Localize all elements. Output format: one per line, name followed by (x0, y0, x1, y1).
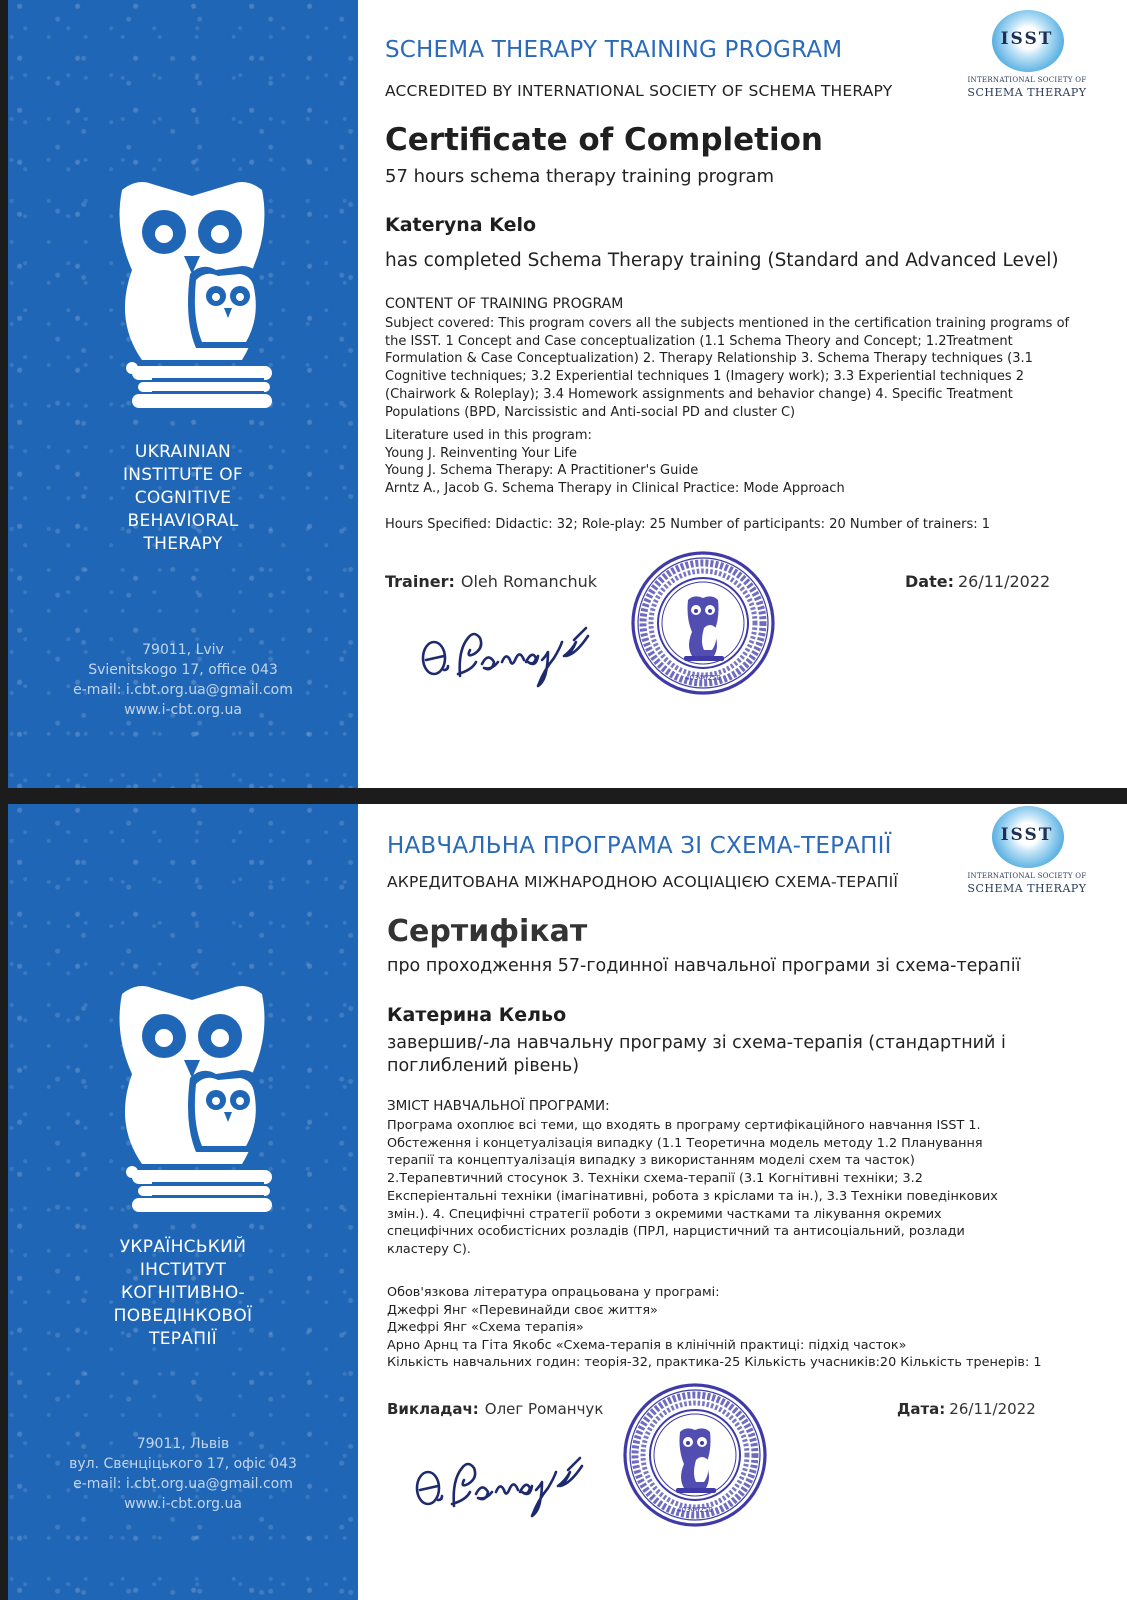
certificate-ukrainian (8, 804, 1127, 1600)
literature-item: Arntz A., Jacob G. Schema Therapy in Clinical Practice: Mode Approach (385, 481, 845, 497)
certificate-title: Certificate of Completion (385, 122, 823, 158)
literature-block (387, 1284, 906, 1355)
handwritten-signature (414, 610, 604, 690)
isst-abbr: ISST (1000, 825, 1054, 845)
literature-heading: Literature used in this program: (385, 428, 592, 443)
isst-logo (962, 806, 1092, 896)
subjects-paragraph: Програма охоплює всі теми, що входять в програму сертифікаційного навчання ISST 1. Обстеження і концетуалізація випадку (1.1 Теоретична модель методу 1.2 Планування терапії та концептуалізація випадку з використанням моделі схем та часток) 2.Терапевтичний стосунок 3. Техніки схема-терапії (3.1 Когнітивні техніки; 3.2 Експеріентальні техніки (імагінативні, робота з кріслами та ін.), 3.3 Техніки поведінкових змін.). 4. Специфічні стратегії роботи з окремими частками та лікування окремих специфічних особистісних розладів (ПРЛ, нарцистичний та антисоціальний, розлади кластеру С). (387, 1118, 998, 1257)
accreditation-line: АКРЕДИТОВАНА МІЖНАРОДНОЮ АСОЦІАЦІЄЮ СХЕМА-ТЕРАПІЇ (387, 873, 899, 891)
address-line: 79011, Lviv (142, 642, 224, 658)
trainer-label: Викладач: (387, 1400, 479, 1418)
date-value: 26/11/2022 (949, 1400, 1036, 1418)
literature-item: Young J. Schema Therapy: A Practitioner's Guide (385, 463, 699, 479)
subjects-paragraph: Subject covered: This program covers all the subjects mentioned in the certification training programs of the ISST. 1 Concept and Case conceptualization (1.1 Schema Theory and Concept; 1.2Treatment Formulation & Case Conceptualization) 2. Therapy Relationship 3. Schema Therapy techniques (3.1 Cognitive techniques; 3.2 Experiential techniques 1 (Imagery work); 3.3 Experiential techniques 2 (Chairwork & Roleplay); 3.4 Homework assignments and behavior change) 4. Specific Treatment Populations (BPD, Narcissistic and Anti-social PD and cluster C) (385, 316, 1070, 420)
institute-name-line: ТЕРАПІЇ (149, 1329, 217, 1349)
literature-item: Джефрі Янг «Перевинайди своє життя» (387, 1302, 658, 1318)
certificate-english (8, 0, 1127, 788)
isst-subtitle-line1: INTERNATIONAL SOCIETY OF (967, 76, 1087, 84)
institute-name (68, 1236, 298, 1351)
sidebar (8, 804, 358, 1600)
isst-abbr: ISST (1000, 29, 1054, 49)
content-heading: CONTENT OF TRAINING PROGRAM (385, 296, 624, 312)
certificate-subtitle: про проходження 57-годинної навчальної програми зі схема-терапії (387, 956, 1021, 976)
website-text: www.i-cbt.org.ua (124, 702, 242, 718)
recipient-name: Катерина Кельо (387, 1004, 567, 1026)
accreditation-line: ACCREDITED BY INTERNATIONAL SOCIETY OF SCHEMA THERAPY (385, 82, 893, 100)
owl-on-book-icon (92, 974, 292, 1214)
date-label: Date: (905, 572, 954, 591)
website-text: www.i-cbt.org.ua (124, 1496, 242, 1512)
institute-name-line: ПОВЕДІНКОВОЇ (113, 1306, 253, 1326)
program-title: SCHEMA THERAPY TRAINING PROGRAM (385, 37, 843, 63)
institute-address (48, 1434, 318, 1514)
certificate-title: Сертифікат (387, 914, 588, 949)
address-line: вул. Свєнціцького 17, офіс 043 (69, 1456, 297, 1472)
institute-name-line: BEHAVIORAL (127, 511, 239, 531)
stamp-code: 40346250 (685, 674, 721, 682)
address-line: Svienitskogo 17, office 043 (88, 662, 278, 678)
institute-name (68, 441, 298, 556)
trainer-name: Олег Романчук (484, 1400, 604, 1418)
institute-address (48, 640, 318, 720)
date-value: 26/11/2022 (957, 572, 1051, 591)
institute-name-line: INSTITUTE OF (122, 465, 244, 485)
email-text: e-mail: i.cbt.org.ua@gmail.com (73, 1476, 293, 1492)
institute-name-line: THERAPY (143, 534, 223, 554)
certificate-body (384, 804, 1127, 1600)
isst-subtitle-line1: INTERNATIONAL SOCIETY OF (967, 872, 1087, 880)
recipient-name: Kateryna Kelo (385, 214, 537, 236)
trainer-name: Oleh Romanchuk (460, 572, 598, 591)
program-title: НАВЧАЛЬНА ПРОГРАМА ЗІ СХЕМА-ТЕРАПІЇ (387, 833, 892, 859)
institute-name-line: УКРАЇНСЬКИЙ (119, 1237, 247, 1257)
handwritten-signature (408, 1440, 598, 1520)
institute-name-line: ІНСТИТУТ (139, 1260, 227, 1280)
literature-item: Young J. Reinventing Your Life (385, 445, 578, 461)
completion-statement: завершив/-ла навчальну програму зі схема-терапія (стандартний і поглиблений рівень) (387, 1033, 1006, 1076)
round-institute-seal (628, 548, 778, 698)
completion-statement: has completed Schema Therapy training (Standard and Advanced Level) (385, 250, 1059, 271)
round-institute-seal (620, 1380, 770, 1530)
institute-name-line: COGNITIVE (134, 488, 232, 508)
literature-heading: Обов'язкова література опрацьована у програмі: (387, 1285, 720, 1300)
institute-name-line: UKRAINIAN (134, 442, 232, 462)
email-text: e-mail: i.cbt.org.ua@gmail.com (73, 682, 293, 698)
certificate-body (384, 0, 1127, 788)
institute-name-line: КОГНІТИВНО- (121, 1283, 245, 1303)
trainer-line (385, 572, 597, 591)
sidebar (8, 0, 358, 788)
date-line (897, 1400, 1036, 1418)
address-line: 79011, Львів (136, 1436, 230, 1452)
stamp-code: 40346250 (677, 1506, 713, 1514)
content-heading: ЗМІСТ НАВЧАЛЬНОЇ ПРОГРАМИ: (387, 1098, 610, 1114)
literature-block (385, 427, 845, 498)
hours-specified: Кількість навчальних годин: теорія-32, практика-25 Кількість учасників:20 Кількість тренерів: 1 (387, 1355, 1042, 1370)
certificate-subtitle: 57 hours schema therapy training program (385, 166, 775, 187)
hours-specified: Hours Specified: Didactic: 32; Role-play: 25 Number of participants: 20 Number of trainers: 1 (385, 517, 991, 532)
date-line (905, 572, 1050, 591)
trainer-line (387, 1400, 603, 1418)
literature-item: Джефрі Янг «Схема терапія» (387, 1320, 584, 1336)
literature-item: Арно Арнц та Гіта Якобс «Схема-терапія в клінічній практиці: підхід часток» (387, 1338, 907, 1354)
date-label: Дата: (897, 1400, 946, 1418)
trainer-label: Trainer: (385, 572, 455, 591)
owl-on-book-icon (92, 170, 292, 410)
isst-subtitle-line2: SCHEMA THERAPY (967, 86, 1087, 99)
isst-logo (962, 10, 1092, 100)
isst-subtitle-line2: SCHEMA THERAPY (967, 882, 1087, 895)
